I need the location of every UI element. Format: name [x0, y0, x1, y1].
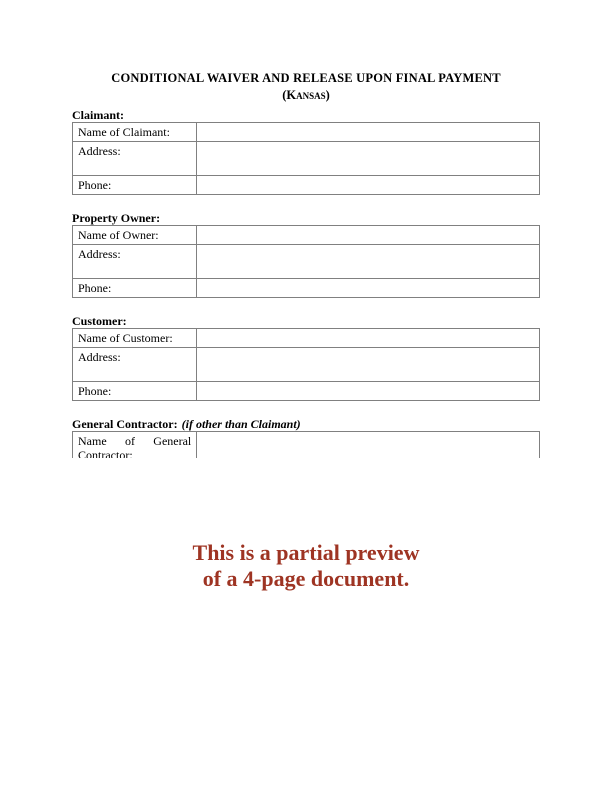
- form-content: [72, 108, 540, 474]
- row-label-customer-name: Name of Customer:: [73, 329, 197, 348]
- section-heading-label: Customer:: [72, 314, 127, 328]
- table-row: [73, 329, 540, 348]
- document-title: CONDITIONAL WAIVER AND RELEASE UPON FINAL PAYMENT: [111, 71, 501, 85]
- section-heading-property-owner: [72, 211, 540, 225]
- section-heading-label: General Contractor:: [72, 417, 178, 431]
- row-label-gc-name: Name of General Contractor:: [73, 432, 197, 459]
- section-heading-customer: [72, 314, 540, 328]
- table-row: [73, 245, 540, 279]
- preview-notice-line1: This is a partial preview: [192, 540, 420, 565]
- clipped-table-region: [72, 431, 540, 458]
- table-row: [73, 176, 540, 195]
- claimant-address-field[interactable]: [197, 142, 540, 176]
- partial-preview-notice: [0, 540, 612, 592]
- customer-phone-field[interactable]: [197, 382, 540, 401]
- property-owner-table: [72, 225, 540, 298]
- owner-address-field[interactable]: [197, 245, 540, 279]
- section-property-owner: [72, 211, 540, 298]
- row-label-customer-address: Address:: [73, 348, 197, 382]
- owner-phone-field[interactable]: [197, 279, 540, 298]
- general-contractor-table: [72, 431, 540, 458]
- section-heading-label: Property Owner:: [72, 211, 161, 225]
- document-subtitle: (Kansas): [282, 88, 330, 102]
- table-row: [73, 279, 540, 298]
- section-customer: [72, 314, 540, 401]
- customer-name-field[interactable]: [197, 329, 540, 348]
- claimant-phone-field[interactable]: [197, 176, 540, 195]
- row-label-customer-phone: Phone:: [73, 382, 197, 401]
- section-heading-note: (if other than Claimant): [181, 417, 301, 431]
- section-heading-label: Claimant:: [72, 108, 124, 122]
- table-row: [73, 432, 540, 459]
- section-heading-general-contractor: [72, 417, 540, 431]
- row-label-claimant-name: Name of Claimant:: [73, 123, 197, 142]
- table-row: [73, 382, 540, 401]
- row-label-owner-address: Address:: [73, 245, 197, 279]
- table-row: [73, 123, 540, 142]
- section-general-contractor: [72, 417, 540, 458]
- gc-name-field[interactable]: [197, 432, 540, 459]
- table-row: [73, 226, 540, 245]
- claimant-table: [72, 122, 540, 195]
- document-title-block: [0, 69, 612, 104]
- customer-table: [72, 328, 540, 401]
- customer-address-field[interactable]: [197, 348, 540, 382]
- table-row: [73, 142, 540, 176]
- row-label-claimant-address: Address:: [73, 142, 197, 176]
- row-label-owner-name: Name of Owner:: [73, 226, 197, 245]
- preview-notice-line2: of a 4-page document.: [202, 566, 410, 591]
- claimant-name-field[interactable]: [197, 123, 540, 142]
- section-heading-claimant: [72, 108, 540, 122]
- table-row: [73, 348, 540, 382]
- owner-name-field[interactable]: [197, 226, 540, 245]
- row-label-claimant-phone: Phone:: [73, 176, 197, 195]
- row-label-owner-phone: Phone:: [73, 279, 197, 298]
- section-claimant: [72, 108, 540, 195]
